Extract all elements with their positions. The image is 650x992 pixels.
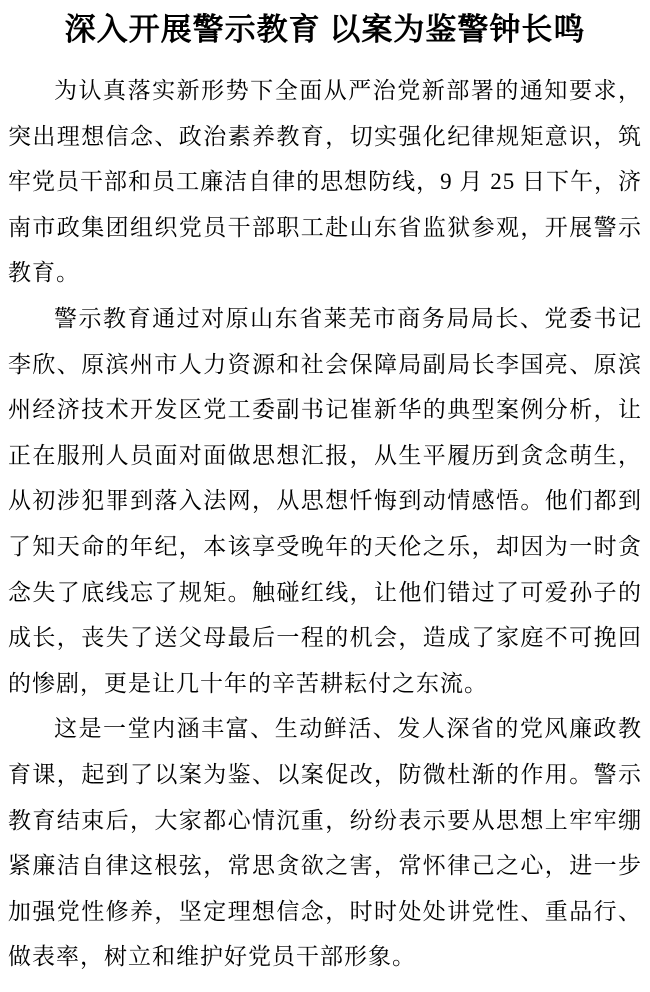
- paragraph: 警示教育通过对原山东省莱芜市商务局局长、党委书记李欣、原滨州市人力资源和社会保障局副局长李国亮、原滨州经济技术开发区党工委副书记崔新华的典型案例分析，让正在服刑人员面对面做思想汇报，从生平履历到贪念萌生，从初涉犯罪到落入法网，从思想忏悔到动情感悟。他们都到了知天命的年纪，本该享受晚年的天伦之乐，却因为一时贪念失了底线忘了规矩。触碰红线，让他们错过了可爱孙子的成长，丧失了送父母最后一程的机会，造成了家庭不可挽回的惨剧，更是让几十年的辛苦耕耘付之东流。: [8, 305, 642, 696]
- page-title: 深入开展警示教育 以案为鉴警钟长鸣: [64, 12, 586, 47]
- document-body: [8, 68, 642, 980]
- paragraph: 这是一堂内涵丰富、生动鲜活、发人深省的党风廉政教育课，起到了以案为鉴、以案促改，防微杜渐的作用。警示教育结束后，大家都心情沉重，纷纷表示要从思想上牢牢绷紧廉洁自律这根弦，常思贪欲之害，常怀律己之心，进一步加强党性修养，坚定理想信念，时时处处讲党性、重品行、做表率，树立和维护好党员干部形象。: [8, 716, 642, 970]
- paragraph: 为认真落实新形势下全面从严治党新部署的通知要求，突出理想信念、政治素养教育，切实强化纪律规矩意识，筑牢党员干部和员工廉洁自律的思想防线，9 月 25 日下午，济南市政集团组织党员干部职工赴山东省监狱参观，开展警示教育。: [8, 78, 642, 286]
